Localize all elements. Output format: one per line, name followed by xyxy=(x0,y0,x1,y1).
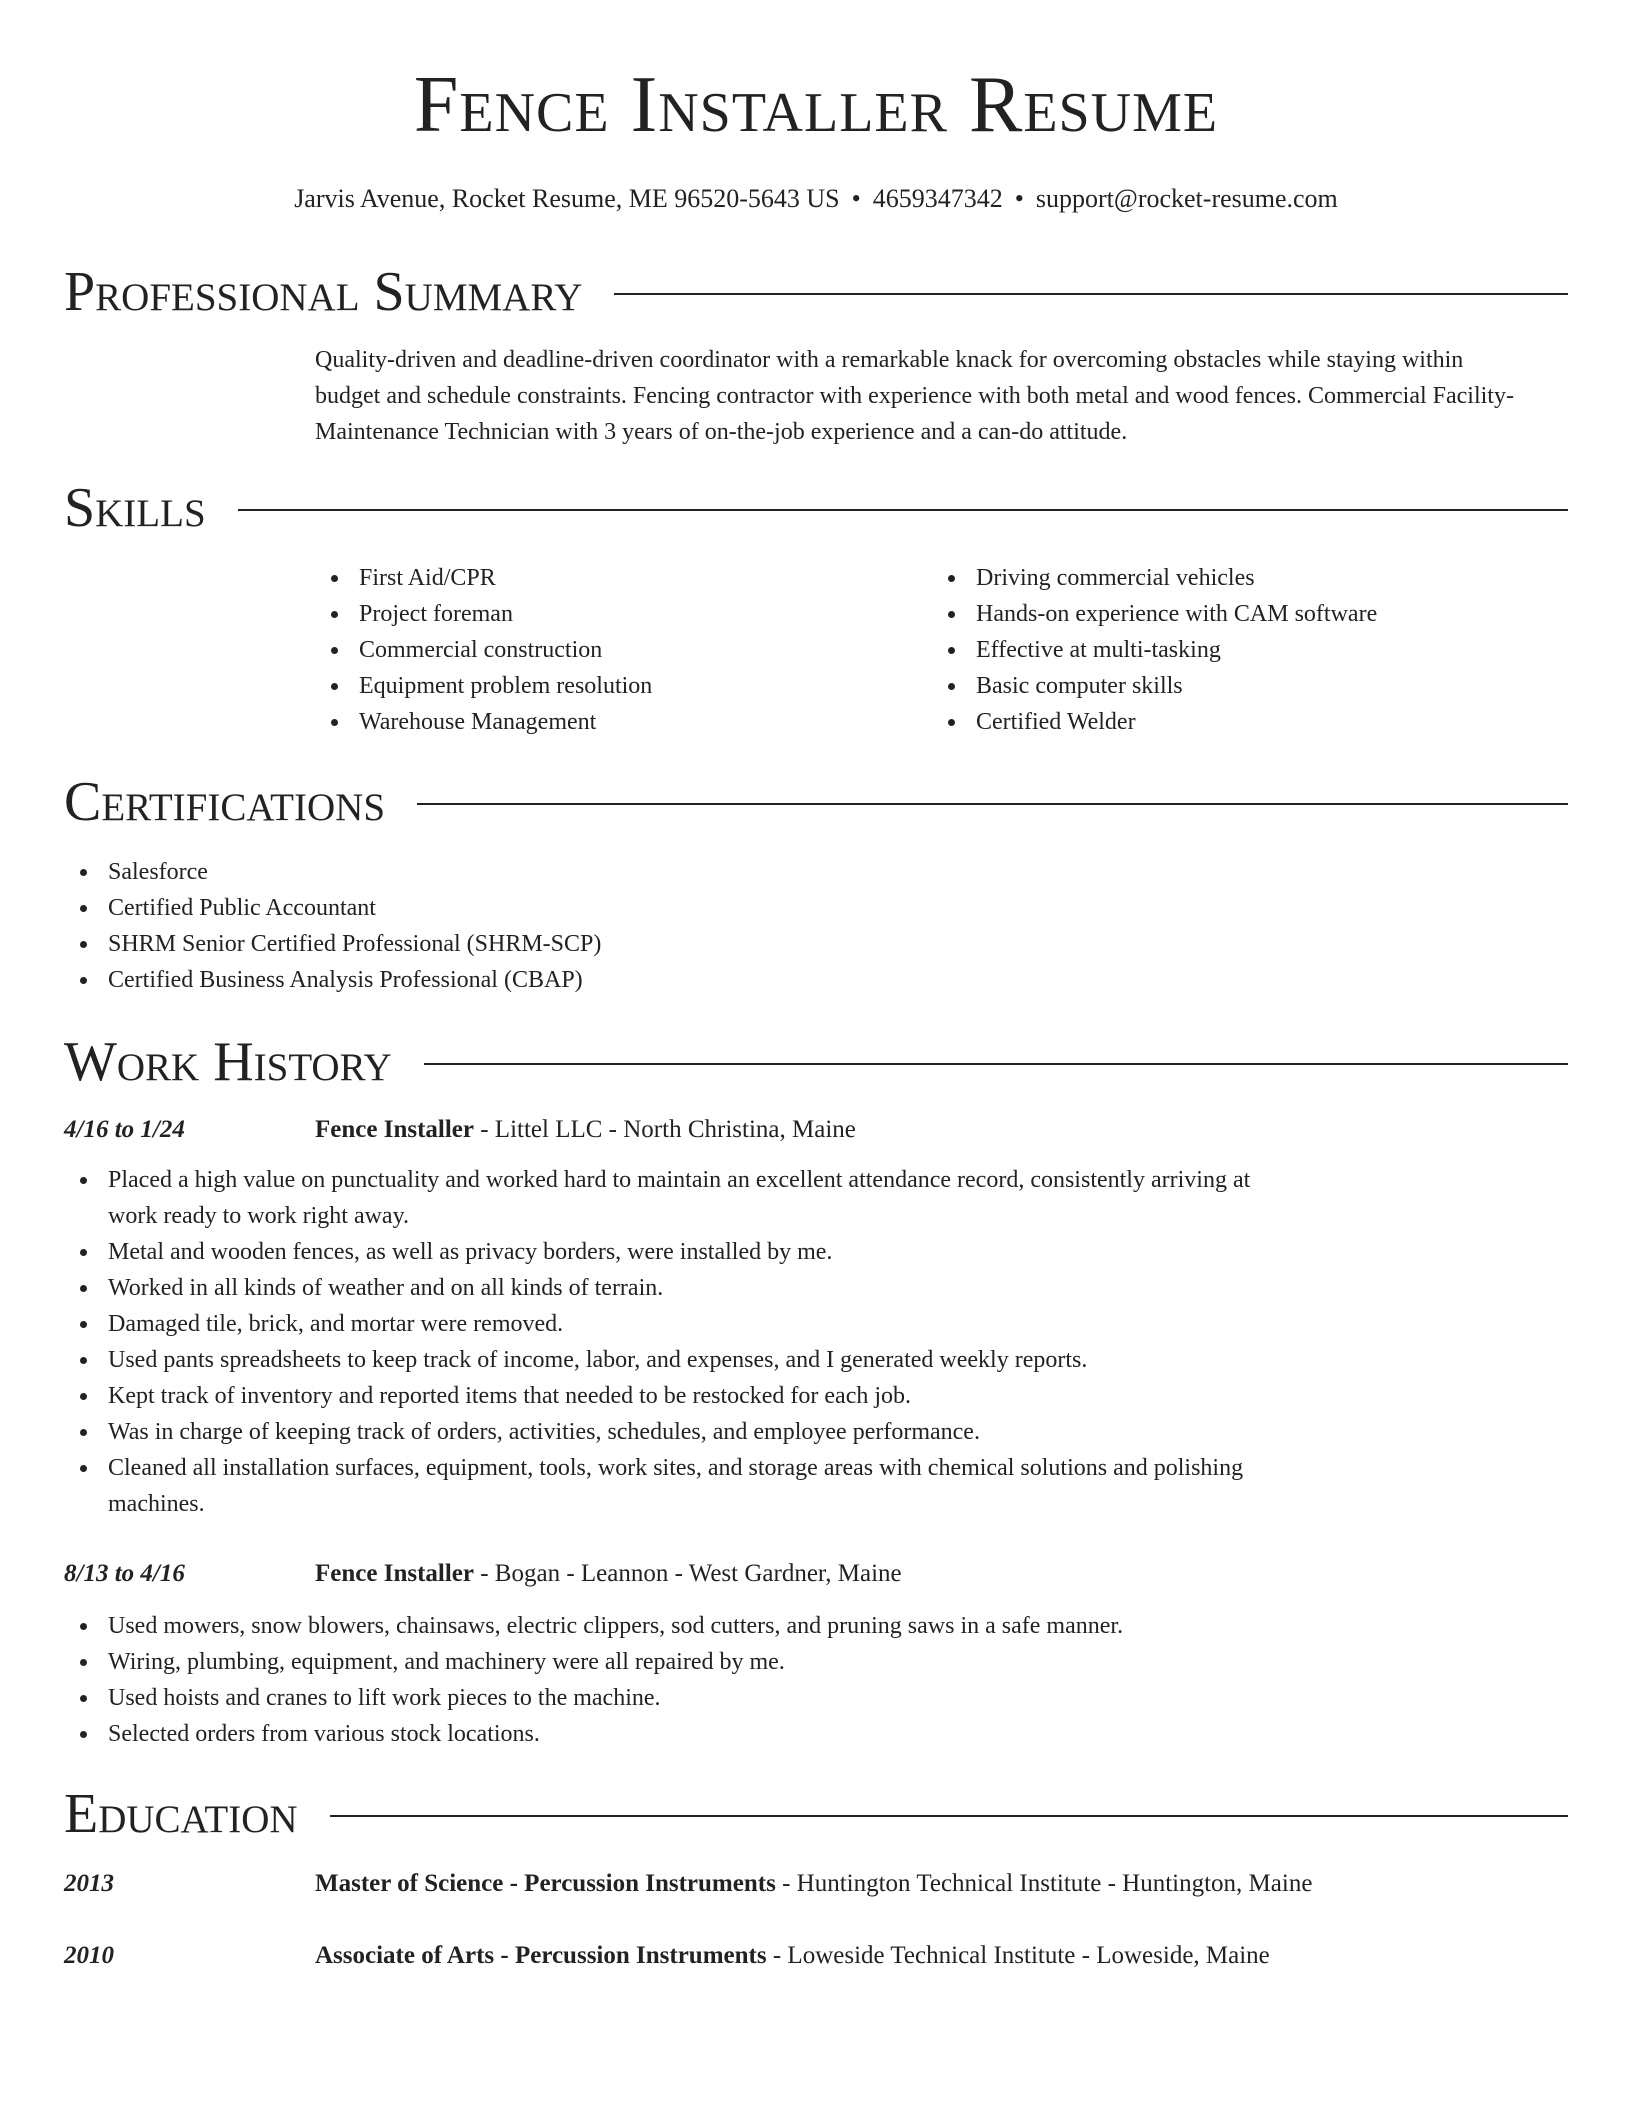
contact-line xyxy=(64,182,1568,216)
job-duties-list xyxy=(64,1608,1568,1752)
certification-item: Certified Business Analysis Professional (CBAP) xyxy=(64,962,1568,998)
job-duty: Wiring, plumbing, equipment, and machinery were all repaired by me. xyxy=(64,1644,1568,1680)
certification-item: Salesforce xyxy=(64,854,1568,890)
job-duties-list xyxy=(64,1162,1568,1522)
job-duty: Damaged tile, brick, and mortar were removed. xyxy=(64,1306,1568,1342)
job-duty: Kept track of inventory and reported items that needed to be restocked for each job. xyxy=(64,1378,1568,1414)
job-duty-line: Placed a high value on punctuality and worked hard to maintain an excellent attendance record, consistently arriving at xyxy=(108,1167,1251,1193)
education-entry xyxy=(64,1938,1568,1974)
education-entry xyxy=(64,1866,1568,1902)
summary-body xyxy=(315,342,1568,450)
contact-address: Jarvis Avenue, Rocket Resume, ME 96520-5643 US xyxy=(294,184,840,213)
education-heading: Education xyxy=(64,1783,298,1845)
section-divider xyxy=(424,1063,1568,1065)
education-degree: Associate of Arts - Percussion Instruments xyxy=(315,1942,767,1969)
skill-item: Effective at multi-tasking xyxy=(932,632,1549,668)
skill-item: Project foreman xyxy=(315,596,932,632)
job-header xyxy=(64,1556,1568,1592)
education-year: 2013 xyxy=(64,1870,114,1897)
section-header xyxy=(64,770,1568,834)
skill-item: Hands-on experience with CAM software xyxy=(932,596,1549,632)
section-header xyxy=(64,1782,1568,1846)
job-duty xyxy=(64,1162,1568,1234)
job-duty: Metal and wooden fences, as well as privacy borders, were installed by me. xyxy=(64,1234,1568,1270)
certifications-list xyxy=(64,854,1568,998)
job-duty-line: machines. xyxy=(108,1491,205,1517)
contact-phone: 4659347342 xyxy=(872,184,1003,213)
skill-item: Equipment problem resolution xyxy=(315,668,932,704)
job-duty: Selected orders from various stock locations. xyxy=(64,1716,1568,1752)
contact-separator: • xyxy=(851,184,861,213)
section-divider xyxy=(238,509,1568,511)
education-year: 2010 xyxy=(64,1942,114,1969)
skills-list-right xyxy=(932,560,1549,740)
resume-title: Fence Installer Resume xyxy=(413,61,1219,149)
professional-summary-section xyxy=(64,260,1568,450)
work-history-section xyxy=(64,1030,1568,1752)
job-employer: - Littel LLC - North Christina, Maine xyxy=(473,1116,856,1143)
section-divider xyxy=(417,803,1568,805)
skill-item: Driving commercial vehicles xyxy=(932,560,1549,596)
skill-item: Certified Welder xyxy=(932,704,1549,740)
certification-item: Certified Public Accountant xyxy=(64,890,1568,926)
job-duty-line: Cleaned all installation surfaces, equipment, tools, work sites, and storage areas with chemical solutions and polishing xyxy=(108,1455,1244,1481)
education-institution: - Loweside Technical Institute - Loweside, Maine xyxy=(766,1942,1270,1969)
job-duty: Used pants spreadsheets to keep track of income, labor, and expenses, and I generated weekly reports. xyxy=(64,1342,1568,1378)
job-title: Fence Installer xyxy=(315,1116,474,1143)
job-duty: Used mowers, snow blowers, chainsaws, electric clippers, sod cutters, and pruning saws in a safe manner. xyxy=(64,1608,1568,1644)
contact-email: support@rocket-resume.com xyxy=(1035,184,1338,213)
education-institution: - Huntington Technical Institute - Huntington, Maine xyxy=(775,1870,1313,1897)
job-entry xyxy=(64,1556,1568,1752)
job-entry xyxy=(64,1112,1568,1522)
skill-item: Commercial construction xyxy=(315,632,932,668)
skill-item: Basic computer skills xyxy=(932,668,1549,704)
job-dates: 4/16 to 1/24 xyxy=(64,1116,185,1143)
job-duty: Used hoists and cranes to lift work pieces to the machine. xyxy=(64,1680,1568,1716)
certifications-heading: Certifications xyxy=(64,771,386,833)
job-header xyxy=(64,1112,1568,1148)
certification-item: SHRM Senior Certified Professional (SHRM-SCP) xyxy=(64,926,1568,962)
skill-item: First Aid/CPR xyxy=(315,560,932,596)
contact-separator: • xyxy=(1014,184,1024,213)
skill-item: Warehouse Management xyxy=(315,704,932,740)
education-section xyxy=(64,1782,1568,1974)
section-header xyxy=(64,260,1568,324)
job-duty-line: work ready to work right away. xyxy=(108,1203,410,1229)
section-header xyxy=(64,476,1568,540)
summary-line: budget and schedule constraints. Fencing contractor with experience with both metal and wood fences. Commercial Facility- xyxy=(315,383,1514,409)
job-duty xyxy=(64,1450,1568,1522)
skills-section xyxy=(64,476,1568,740)
skills-grid xyxy=(315,560,1568,740)
job-dates: 8/13 to 4/16 xyxy=(64,1560,185,1587)
summary-line: Quality-driven and deadline-driven coordinator with a remarkable knack for overcoming obstacles while staying within xyxy=(315,347,1464,373)
job-duty: Was in charge of keeping track of orders, activities, schedules, and employee performance. xyxy=(64,1414,1568,1450)
section-divider xyxy=(614,293,1568,295)
education-degree: Master of Science - Percussion Instruments xyxy=(315,1870,776,1897)
job-duty: Worked in all kinds of weather and on all kinds of terrain. xyxy=(64,1270,1568,1306)
job-title: Fence Installer xyxy=(315,1560,474,1587)
professional-summary-heading: Professional Summary xyxy=(64,261,583,323)
job-heading-text xyxy=(315,1112,856,1148)
education-text xyxy=(315,1866,1312,1902)
section-header xyxy=(64,1030,1568,1094)
job-heading-text xyxy=(315,1556,902,1592)
work-history-heading: Work History xyxy=(64,1031,392,1093)
skills-list-left xyxy=(315,560,932,740)
job-employer: - Bogan - Leannon - West Gardner, Maine xyxy=(473,1560,902,1587)
skills-heading: Skills xyxy=(64,477,206,539)
summary-line: Maintenance Technician with 3 years of on-the-job experience and a can-do attitude. xyxy=(315,419,1128,445)
section-divider xyxy=(330,1815,1568,1817)
education-text xyxy=(315,1938,1270,1974)
certifications-section xyxy=(64,770,1568,998)
